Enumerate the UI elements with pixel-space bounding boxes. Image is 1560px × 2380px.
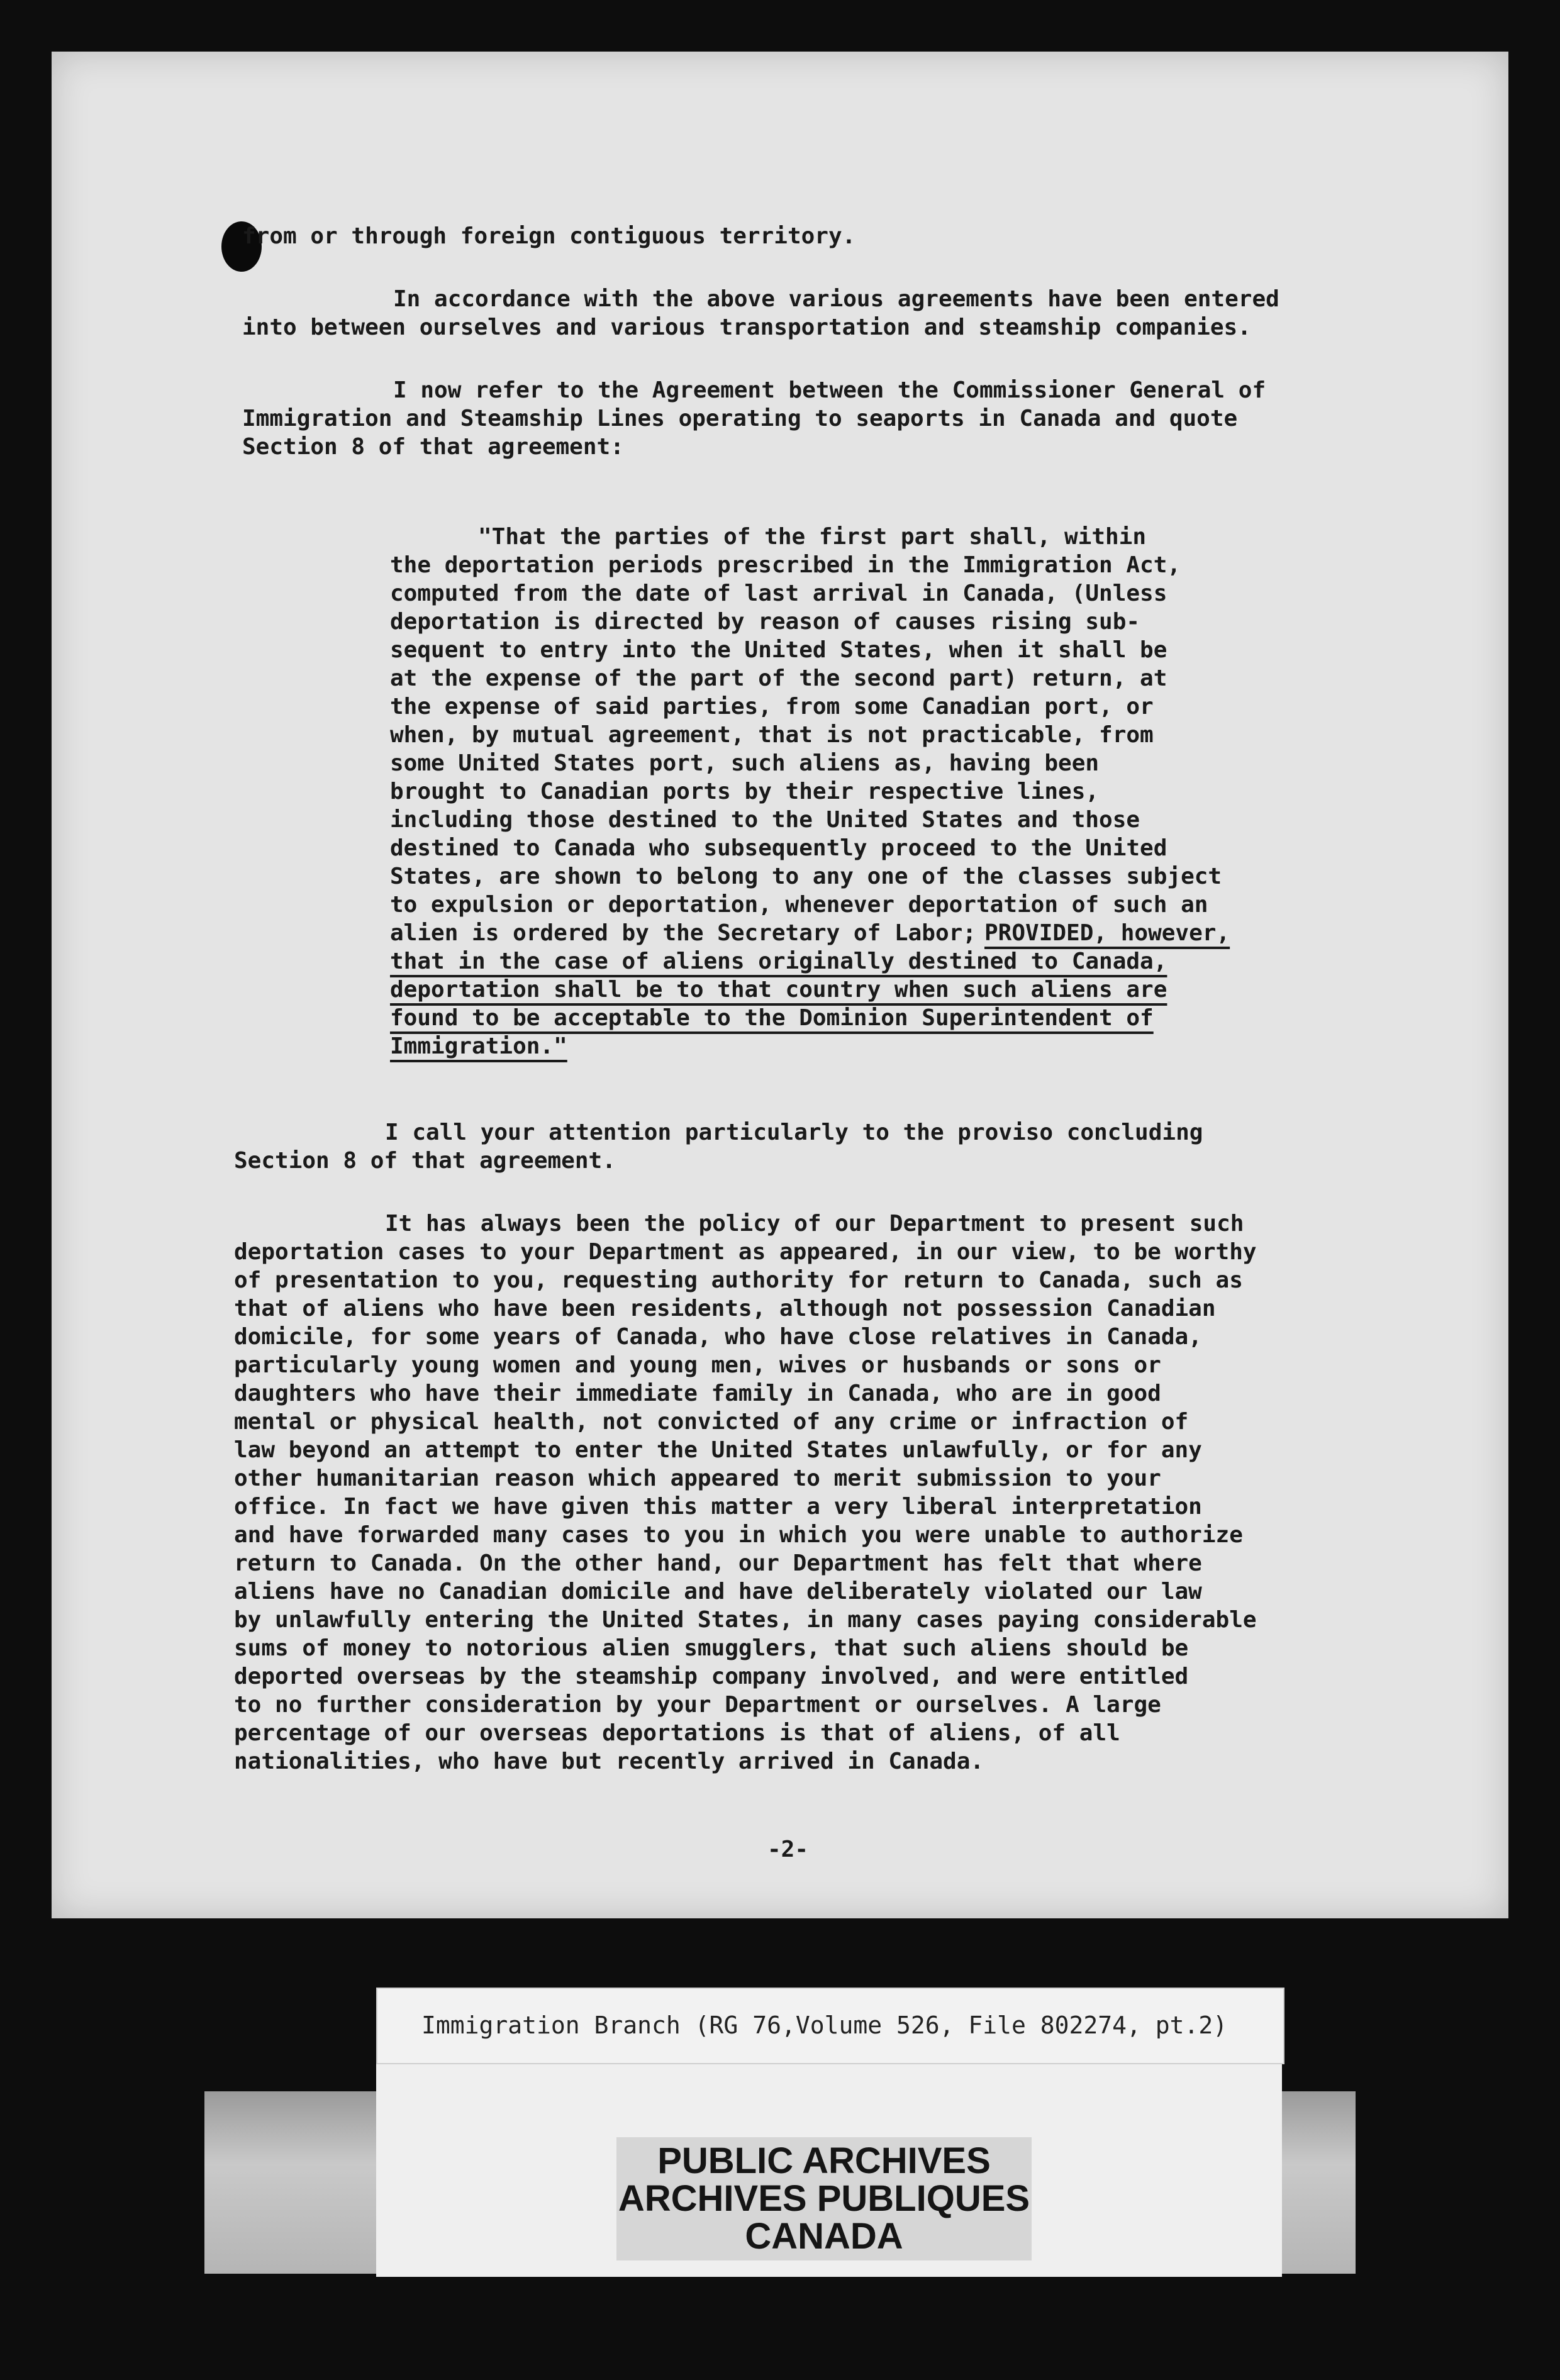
quote-line: the expense of said parties, from some Canadian port, or: [390, 694, 1154, 720]
stamp-line: ARCHIVES PUBLIQUES: [618, 2178, 1030, 2219]
quote-line: including those destined to the United States and those: [390, 807, 1140, 833]
text-line: other humanitarian reason which appeared to merit submission to your: [234, 1465, 1161, 1491]
quote-line: alien is ordered by the Secretary of Labor;: [390, 920, 976, 946]
text-line: of presentation to you, requesting authority for return to Canada, such as: [234, 1267, 1243, 1293]
text-line: to no further consideration by your Department or ourselves. A large: [234, 1692, 1161, 1718]
quote-line: the deportation periods prescribed in the Immigration Act,: [390, 552, 1181, 578]
text-line: daughters who have their immediate family in Canada, who are in good: [234, 1381, 1161, 1406]
public-archives-stamp: [616, 2137, 1032, 2260]
text-line: In accordance with the above various agreements have been entered: [393, 286, 1279, 312]
text-line: I call your attention particularly to the proviso concluding: [385, 1120, 1203, 1145]
text-line: by unlawfully entering the United States, in many cases paying considerable: [234, 1607, 1257, 1633]
archive-reference-text: Immigration Branch (RG 76,Volume 526, File 802274, pt.2): [421, 2011, 1228, 2039]
text-line: that of aliens who have been residents, although not possession Canadian: [234, 1296, 1216, 1321]
text-line: nationalities, who have but recently arrived in Canada.: [234, 1749, 984, 1774]
text-line: into between ourselves and various transportation and steamship companies.: [242, 314, 1251, 340]
text-line: law beyond an attempt to enter the United States unlawfully, or for any: [234, 1437, 1202, 1463]
text-line: particularly young women and young men, wives or husbands or sons or: [234, 1352, 1161, 1378]
text-line: office. In fact we have given this matter a very liberal interpretation: [234, 1494, 1202, 1520]
text-line: deported overseas by the steamship company involved, and were entitled: [234, 1664, 1189, 1689]
text-line: and have forwarded many cases to you in which you were unable to authorize: [234, 1522, 1243, 1548]
text-line: deportation cases to your Department as appeared, in our view, to be worthy: [234, 1239, 1257, 1265]
quote-line: some United States port, such aliens as, having been: [390, 750, 1100, 776]
text-line: from or through foreign contiguous territory.: [242, 223, 856, 249]
text-line: aliens have no Canadian domicile and have deliberately violated our law: [234, 1579, 1202, 1604]
text-line: I now refer to the Agreement between the Commissioner General of: [393, 377, 1266, 403]
quote-line: sequent to entry into the United States, when it shall be: [390, 637, 1167, 663]
quote-line: to expulsion or deportation, whenever deportation of such an: [390, 892, 1208, 918]
text-line: return to Canada. On the other hand, our Department has felt that where: [234, 1550, 1202, 1576]
quote-line-underlined: found to be acceptable to the Dominion Superintendent of: [390, 1005, 1154, 1031]
archive-reference-label: [376, 1988, 1284, 2064]
stamp-line: CANADA: [745, 2216, 903, 2257]
quote-line: destined to Canada who subsequently proceed to the United: [390, 835, 1167, 861]
text-line: percentage of our overseas deportations is that of aliens, of all: [234, 1720, 1120, 1746]
quote-line: "That the parties of the first part shall, within: [478, 524, 1147, 550]
quote-line-underlined: deportation shall be to that country when such aliens are: [390, 977, 1167, 1003]
quote-line: deportation is directed by reason of causes rising sub-: [390, 609, 1140, 635]
quote-line-underlined: PROVIDED, however,: [984, 920, 1230, 946]
text-line: Section 8 of that agreement.: [234, 1148, 616, 1174]
quote-line: at the expense of the part of the second part) return, at: [390, 665, 1167, 691]
text-line: mental or physical health, not convicted of any crime or infraction of: [234, 1409, 1189, 1435]
quote-line: States, are shown to belong to any one of the classes subject: [390, 864, 1222, 889]
text-line: domicile, for some years of Canada, who have close relatives in Canada,: [234, 1324, 1202, 1350]
text-line: It has always been the policy of our Department to present such: [385, 1211, 1244, 1237]
text-line: Section 8 of that agreement:: [242, 434, 624, 460]
quote-line: brought to Canadian ports by their respective lines,: [390, 779, 1100, 804]
page-number: -2-: [767, 1837, 809, 1862]
text-line: Immigration and Steamship Lines operating to seaports in Canada and quote: [242, 406, 1238, 431]
quote-line: when, by mutual agreement, that is not practicable, from: [390, 722, 1154, 748]
text-line: sums of money to notorious alien smugglers, that such aliens should be: [234, 1635, 1189, 1661]
quote-line-underlined: Immigration.": [390, 1033, 567, 1059]
stamp-line: PUBLIC ARCHIVES: [657, 2140, 991, 2181]
quote-line-underlined: that in the case of aliens originally destined to Canada,: [390, 948, 1167, 974]
quote-line: computed from the date of last arrival in Canada, (Unless: [390, 581, 1167, 606]
